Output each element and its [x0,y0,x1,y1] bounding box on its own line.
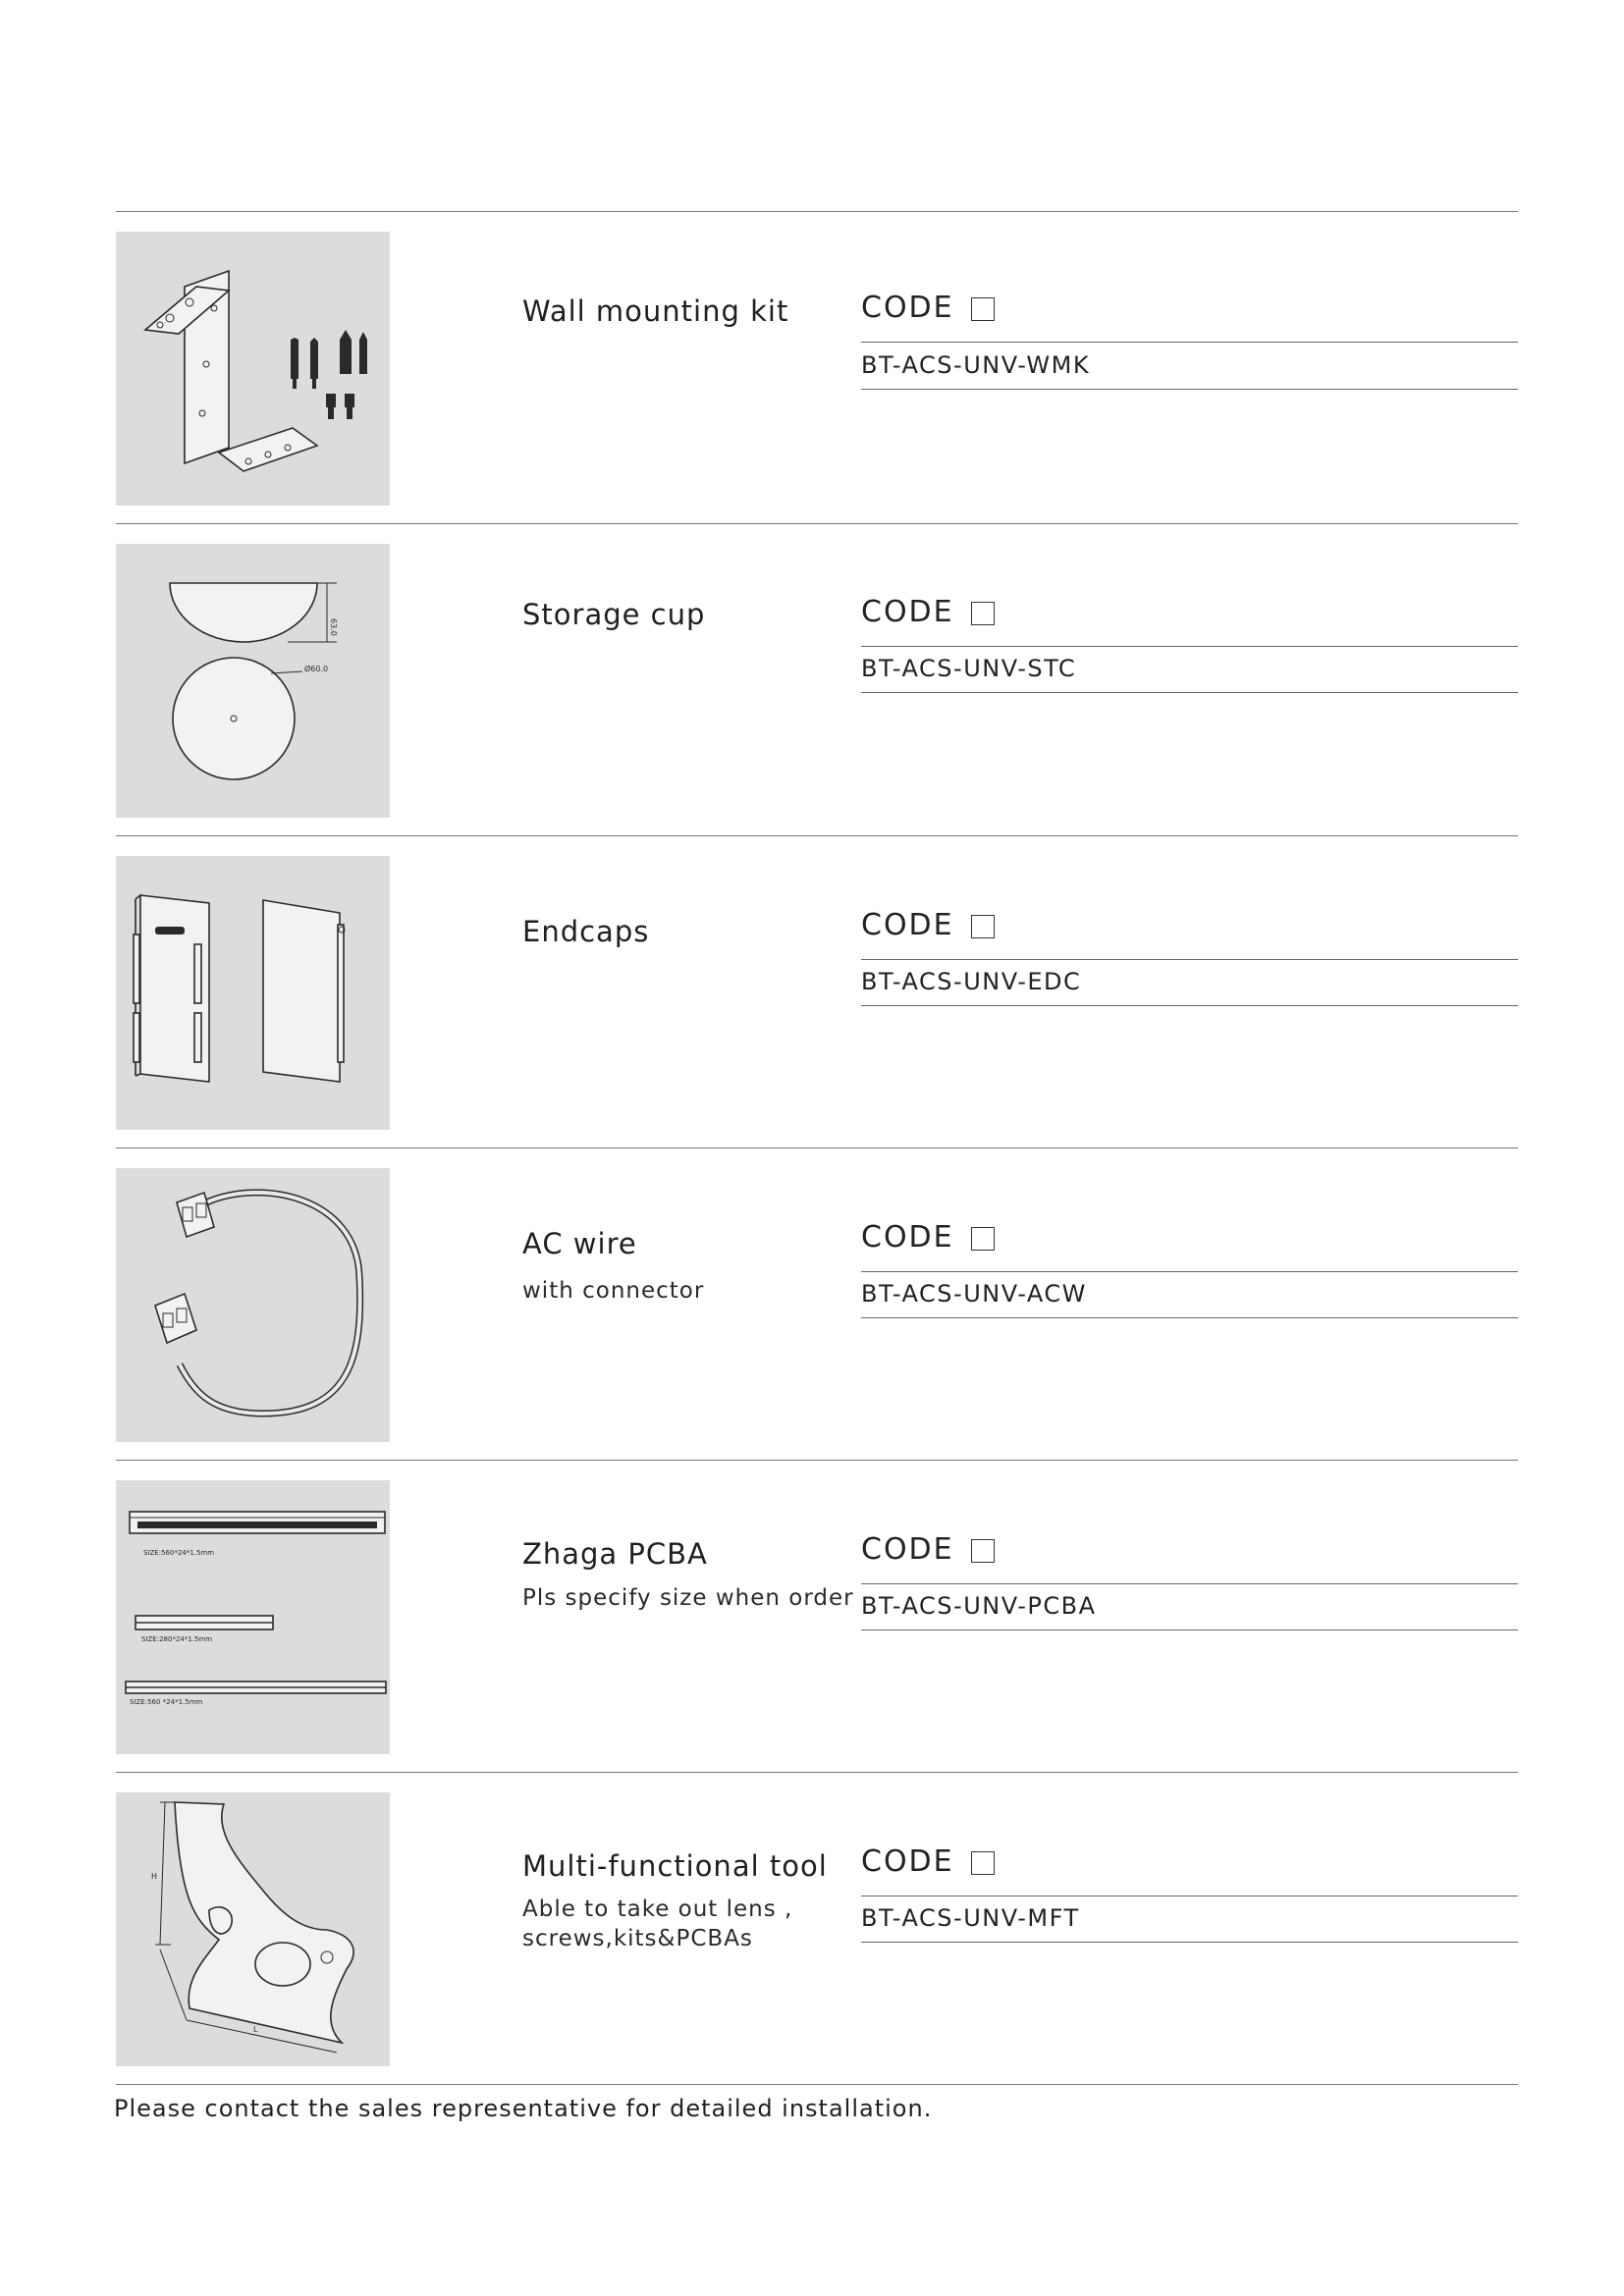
divider [116,2084,1518,2085]
order-checkbox[interactable] [971,1227,995,1251]
item-subtitle-line: screws,kits&PCBAs [522,1926,753,1951]
code-divider [861,1271,1518,1272]
code-divider [861,692,1518,693]
accessory-row-ac-wire [0,1148,1624,1461]
code-divider [861,342,1518,343]
endcaps-image [116,856,390,1130]
pcba-size-label: SIZE:560 *24*1.5mm [130,1698,203,1706]
code-divider [861,1583,1518,1584]
item-name: Storage cup [522,598,706,631]
code-divider [861,959,1518,960]
item-name: Multi-functional tool [522,1849,828,1883]
code-label: CODE [861,1844,954,1879]
code-label: CODE [861,908,954,942]
code-divider [861,1317,1518,1318]
pcba-size-label: SIZE:280*24*1.5mm [141,1635,213,1643]
code-label: CODE [861,595,954,629]
product-code: BT-ACS-UNV-MFT [861,1904,1080,1932]
product-code: BT-ACS-UNV-EDC [861,968,1082,995]
code-label: CODE [861,1220,954,1255]
code-divider [861,389,1518,390]
item-name: Zhaga PCBA [522,1537,708,1571]
order-checkbox[interactable] [971,915,995,938]
wall-mounting-kit-image [116,232,390,506]
accessory-row-storage-cup [0,524,1624,836]
multi-functional-tool-image [116,1792,390,2066]
code-divider [861,1629,1518,1630]
code-divider [861,1005,1518,1006]
order-checkbox[interactable] [971,1539,995,1563]
accessory-row-wall-mounting-kit [0,212,1624,524]
dim-height-label: H [151,1872,158,1881]
storage-cup-image [116,544,390,818]
order-checkbox[interactable] [971,297,995,321]
item-name: Endcaps [522,915,650,948]
ac-wire-image [116,1168,390,1442]
item-subtitle: Pls specify size when order [522,1585,854,1611]
zhaga-pcba-image [116,1480,390,1754]
item-subtitle [522,1895,792,1953]
product-code: BT-ACS-UNV-PCBA [861,1592,1097,1620]
product-code: BT-ACS-UNV-WMK [861,351,1091,379]
dim-width-label: L [253,2025,258,2034]
accessory-row-zhaga-pcba [0,1461,1624,1773]
code-divider [861,646,1518,647]
item-subtitle-line: Able to take out lens , [522,1896,793,1922]
pcba-size-label: SIZE:560*24*1.5mm [143,1549,215,1557]
item-name: AC wire [522,1227,637,1260]
dim-diameter: Ø60.0 [304,665,329,673]
code-divider [861,1942,1518,1943]
product-code: BT-ACS-UNV-STC [861,655,1077,682]
item-name: Wall mounting kit [522,294,789,328]
dim-height: 63.0 [329,618,338,636]
footer-note: Please contact the sales representative for detailed installation. [114,2095,933,2122]
accessory-row-multi-functional-tool [0,1773,1624,2085]
accessory-row-endcaps [0,836,1624,1148]
order-checkbox[interactable] [971,602,995,625]
code-label: CODE [861,1532,954,1567]
product-code: BT-ACS-UNV-ACW [861,1280,1087,1308]
order-checkbox[interactable] [971,1851,995,1875]
item-subtitle: with connector [522,1278,705,1304]
code-label: CODE [861,291,954,325]
